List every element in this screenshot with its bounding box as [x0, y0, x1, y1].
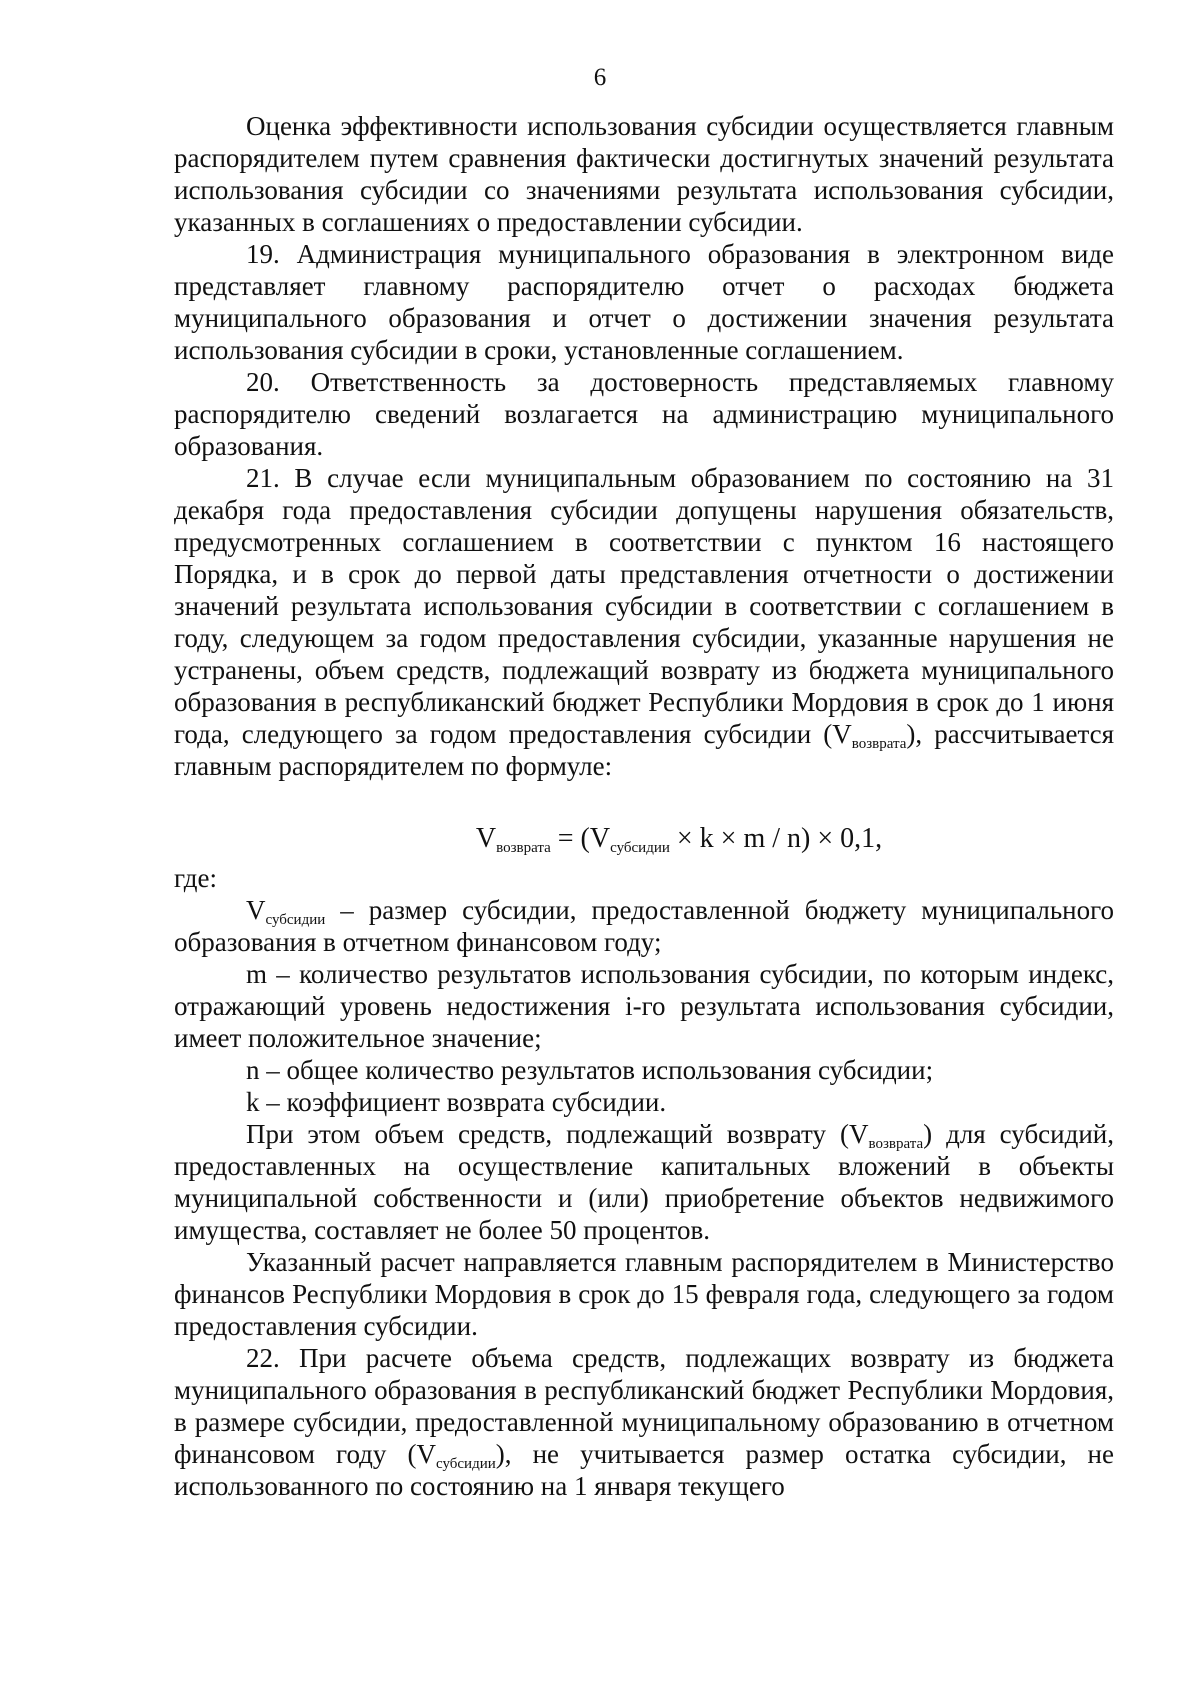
p22-v-subscript: субсидии [435, 1456, 496, 1472]
cap-v-symbol: V [848, 1119, 869, 1149]
paragraph-21 [174, 462, 1114, 782]
definition-n: n – общее количество результатов использования субсидии; [246, 1055, 934, 1085]
formula-v-left: V [475, 823, 497, 854]
cap-text-after: ) для субсидий, предоставленных на осуществление капитальных вложений в объекты муниципальной собственности и (или) приобретение объектов недвижимого имущества, составляет не более 50 процентов. [174, 1119, 1115, 1245]
return-volume-formula [174, 822, 1114, 856]
definition-k: k – коэффициент возврата субсидии. [246, 1087, 667, 1117]
formula-v-right: V [589, 823, 611, 854]
paragraph-efficiency-evaluation: Оценка эффективности использования субсидии осуществляется главным распорядителем путем сравнения фактически достигнутых значений результата использования субсидии со значениями результата использования субсидии, указанных в соглашениях о предоставлении субсидии. [174, 111, 1114, 237]
paragraph-capital-investment-cap [174, 1118, 1114, 1246]
definition-m: m – количество результатов использования субсидии, по которым индекс, отражающий уровень недостижения i-го результата использования субсидии, имеет положительное значение; [174, 959, 1114, 1053]
page-number: 6 [593, 64, 607, 91]
def-v-text: – размер субсидии, предоставленной бюджету муниципального образования в отчетном финансовом году; [174, 895, 1114, 957]
def-v-subscript: субсидии [265, 912, 326, 928]
p22-v-symbol: V [416, 1439, 436, 1469]
paragraph-19: 19. Администрация муниципального образования в электронном виде представляет главному распорядителю отчет о расходах бюджета муниципального образования и отчет о достижении значения результата использования субсидии в сроки, установленные соглашением. [174, 239, 1114, 365]
paragraph-21-text-after: ), рассчитывается главным распорядителем по формуле: [174, 719, 1114, 781]
cap-text-before: При этом объем средств, подлежащий возврату ( [246, 1119, 849, 1149]
v-subscript: возврата [851, 736, 907, 752]
paragraph-22-text-before: 22. При расчете объема средств, подлежащих возврату из бюджета муниципального образования в республиканский бюджет Республики Мордовия, в размере субсидии, предоставленной муниципальному образованию в отчетном финансовом году ( [174, 1343, 1114, 1469]
formula-equals: = ( [557, 823, 590, 854]
cap-v-subscript: возврата [868, 1136, 924, 1152]
paragraph-calculation-submission: Указанный расчет направляется главным распорядителем в Министерство финансов Республики Мордовия в срок до 15 февраля года, следующего за годом предоставления субсидии. [174, 1247, 1114, 1341]
paragraph-20: 20. Ответственность за достоверность представляемых главному распорядителю сведений возлагается на администрацию муниципального образования. [174, 367, 1114, 461]
def-v-symbol: V [246, 895, 266, 925]
formula-sub-right: субсидии [610, 840, 670, 856]
v-symbol: V [832, 719, 852, 749]
paragraph-21-text-before: 21. В случае если муниципальным образованием по состоянию на 31 декабря года предоставления субсидии допущены нарушения обязательств, предусмотренных соглашением в соответствии с пунктом 16 настоящего Порядка, и в срок до первой даты представления отчетности о достижении значений результата использования субсидии в соответствии с соглашением в году, следующем за годом предоставления субсидии, указанные нарушения не устранены, объем средств, подлежащий возврату из бюджета муниципального образования в республиканский бюджет Республики Мордовия в срок до 1 июня года, следующего за годом предоставления субсидии ( [174, 463, 1114, 749]
formula-sub-left: возврата [496, 840, 551, 856]
document-body [174, 110, 1114, 1502]
definition-v-subsidy [174, 894, 1114, 958]
formula-rest: × k × m / n) × 0,1, [676, 823, 883, 854]
where-label: где: [174, 863, 217, 893]
paragraph-22 [174, 1342, 1114, 1502]
paragraph-22-text-after: ), не учитывается размер остатка субсидии, не использованного по состоянию на 1 января текущего [174, 1439, 1114, 1501]
